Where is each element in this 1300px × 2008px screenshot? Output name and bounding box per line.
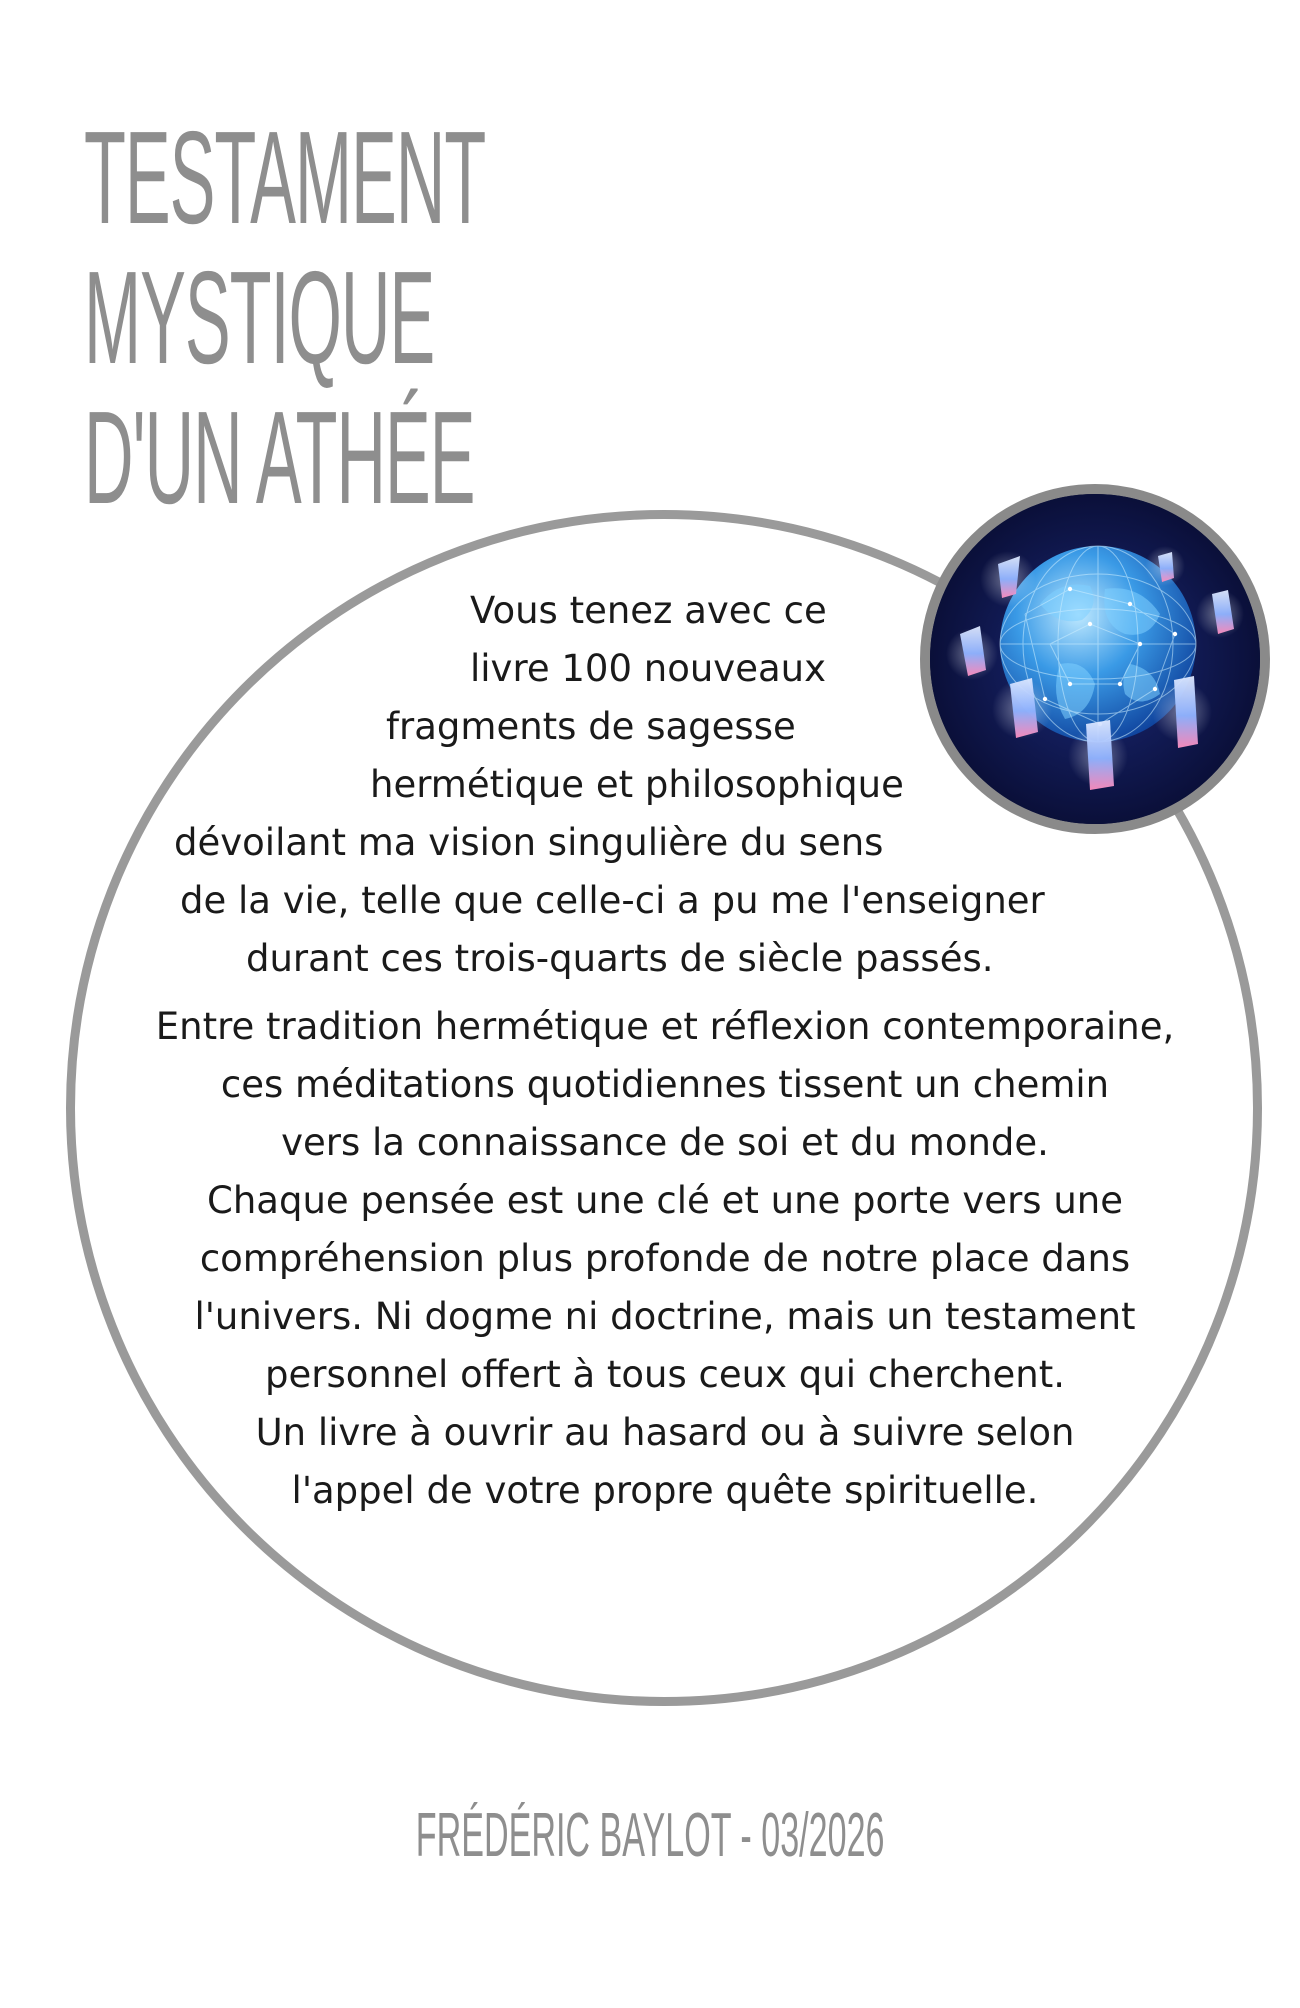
title-line-2: MYSTIQUE (84, 244, 435, 391)
intro-line: durant ces trois-quarts de siècle passés. (246, 937, 994, 980)
intro-line: Vous tenez avec ce (470, 589, 827, 632)
body-line: personnel offert à tous ceux qui cherchent. (265, 1353, 1065, 1396)
author-name-date: FRÉDÉRIC BAYLOT - 03/2026 (415, 1801, 885, 1870)
body-line: l'univers. Ni dogme ni doctrine, mais un testament (194, 1295, 1136, 1338)
title-line-3: D'UN ATHÉE (84, 384, 475, 531)
intro-line: de la vie, telle que celle-ci a pu me l'enseigner (180, 879, 1045, 922)
author-line (0, 1800, 1300, 1871)
globe-illustration (920, 484, 1270, 834)
title-line-1: TESTAMENT (84, 104, 486, 251)
intro-line: livre 100 nouveaux (470, 647, 826, 690)
body-line: compréhension plus profonde de notre place dans (199, 1237, 1131, 1280)
body-line: vers la connaissance de soi et du monde. (281, 1121, 1049, 1164)
intro-line: hermétique et philosophique (370, 763, 904, 806)
body-line: Un livre à ouvrir au hasard ou à suivre selon (255, 1411, 1075, 1454)
intro-line: dévoilant ma vision singulière du sens (174, 821, 884, 864)
body-paragraph (70, 998, 1260, 1520)
body-line: Chaque pensée est une clé et une porte vers une (207, 1179, 1123, 1222)
globe-with-crystals-icon (930, 494, 1260, 824)
body-line: ces méditations quotidiennes tissent un chemin (220, 1063, 1110, 1106)
body-line: l'appel de votre propre quête spirituelle. (291, 1469, 1039, 1512)
book-title (84, 104, 504, 531)
intro-line: fragments de sagesse (386, 705, 796, 748)
body-line: Entre tradition hermétique et réflexion contemporaine, (155, 1005, 1175, 1048)
